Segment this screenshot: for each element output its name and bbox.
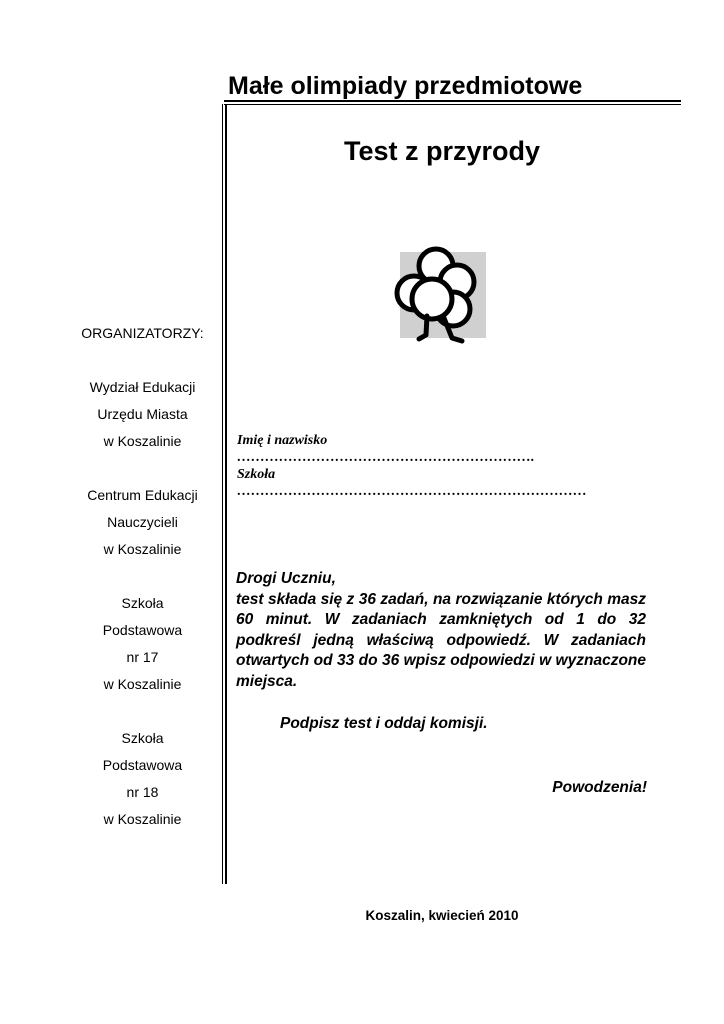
organizer-line: Wydział Edukacji [89, 379, 196, 395]
instructions [236, 569, 646, 692]
organizers-sidebar [60, 320, 225, 833]
divider-line-thick [225, 104, 227, 884]
school-field[interactable]: ………………………………………………………………… [237, 484, 587, 499]
organizer-line: w Koszalinie [103, 676, 182, 692]
organizer-line: nr 17 [126, 649, 159, 665]
organizer-line: w Koszalinie [103, 541, 182, 557]
organizer-line: Nauczycieli [107, 514, 178, 530]
organizer-line: Urzędu Miasta [97, 406, 188, 422]
organizer-line: Centrum Edukacji [87, 487, 198, 503]
header-rule-thick [224, 100, 681, 102]
name-field[interactable]: ………………………………………………………. [237, 450, 535, 465]
organizer-line: w Koszalinie [103, 433, 182, 449]
organizers-heading: ORGANIZATORZY: [81, 325, 204, 341]
header-rule-thin [224, 104, 681, 105]
good-luck-text: Powodzenia! [552, 779, 647, 796]
organizer-line: Podstawowa [102, 622, 183, 638]
instructions-body: test składa się z 36 zadań, na rozwiązanie których masz 60 minut. W zadaniach zamkniętych od 1 do 32 podkreśl jedną właściwą odpowiedź. W zadaniach otwartych od 33 do 36 wpisz odpowiedzi w wyznaczone miejsca. [236, 590, 646, 690]
school-label: Szkoła [237, 467, 276, 482]
header-title: Małe olimpiady przedmiotowe [228, 72, 583, 100]
greeting: Drogi Uczniu, [236, 570, 336, 587]
clover-mascot-icon [388, 238, 492, 358]
test-title: Test z przyrody [343, 136, 541, 166]
organizer-line: Podstawowa [102, 757, 183, 773]
organizer-line: w Koszalinie [103, 811, 182, 827]
organizer-line: Szkoła [121, 730, 164, 746]
sign-instruction: Podpisz test i oddaj komisji. [280, 715, 488, 732]
footer-place-date: Koszalin, kwiecień 2010 [365, 908, 519, 923]
name-label: Imię i nazwisko [237, 433, 328, 448]
organizer-line: Szkoła [121, 595, 164, 611]
student-form [237, 432, 647, 500]
organizer-line: nr 18 [126, 784, 159, 800]
